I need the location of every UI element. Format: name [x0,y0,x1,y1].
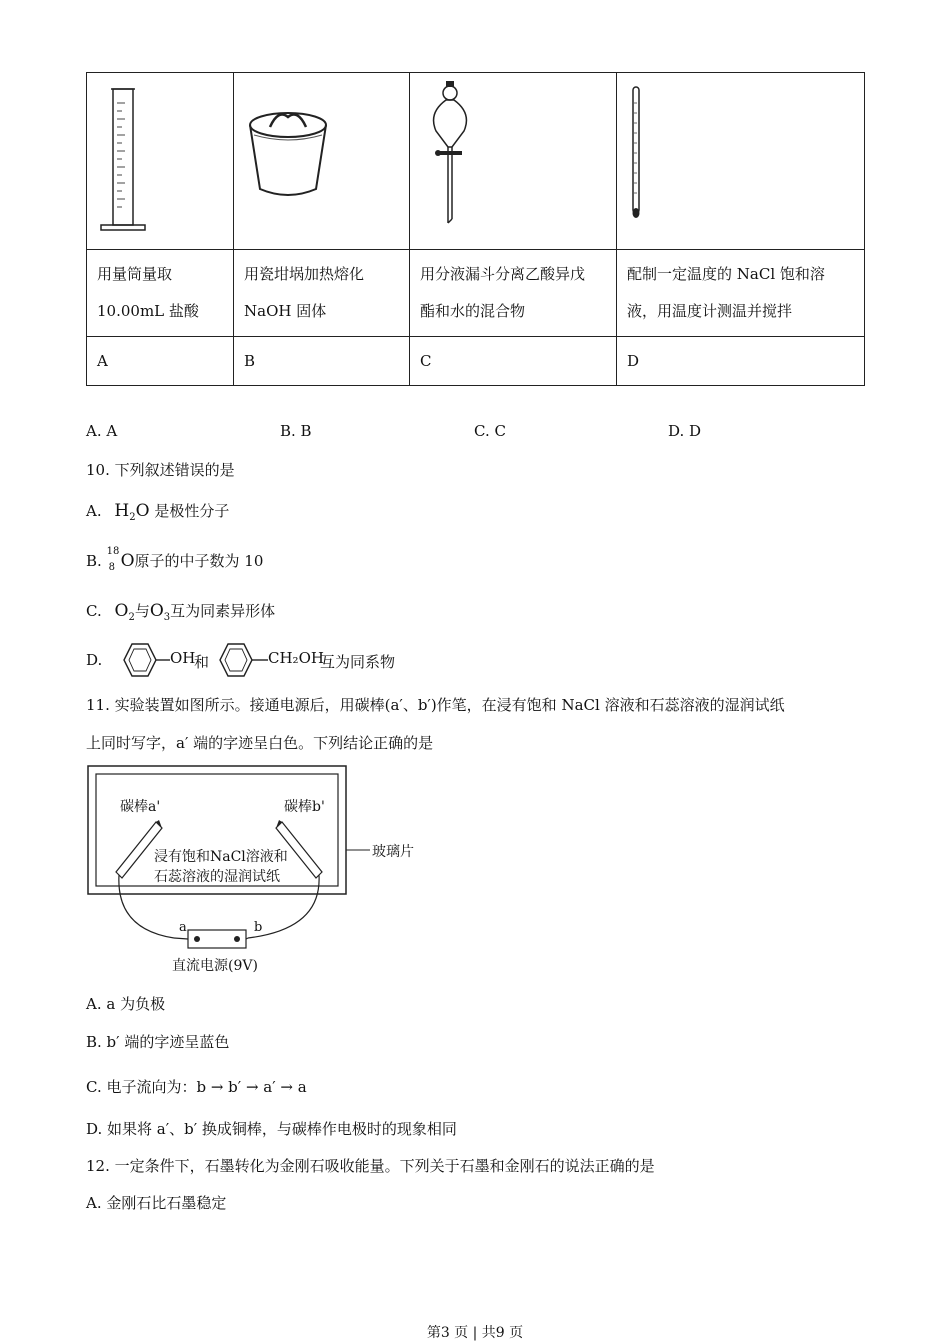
description-a: 用量筒量取 10.00mL 盐酸 [87,250,234,337]
q11-option-d[interactable]: D. 如果将 a′、b′ 换成铜棒，与碳棒作电极时的现象相同 [86,1120,457,1138]
apparatus-cell-d [617,73,865,250]
water-formula: $H_2O$ [114,501,150,523]
description-d: 配制一定温度的 NaCl 饱和溶 液，用温度计测温并搅拌 [617,250,865,337]
q9-option-b[interactable]: B. B [280,422,312,440]
label-c: C [410,337,617,386]
q10-stem: 10. 下列叙述错误的是 [86,461,235,479]
graduated-cylinder-icon [87,73,234,235]
electrolysis-figure [86,764,426,979]
apparatus-table [86,72,865,386]
thermometer-icon [617,73,865,235]
page-footer: 第3 页 | 共9 页 [426,1325,524,1341]
description-c: 用分液漏斗分离乙酸异戊 酯和水的混合物 [410,250,617,337]
terminal-a-label: a [179,920,187,935]
q11-stem-line1: 11. 实验装置如图所示。接通电源后，用碳棒(a′、b′)作笔，在浸有饱和 NaCl 溶液和石蕊溶液的湿润试纸 [86,696,785,714]
q11-option-a[interactable]: A. a 为负极 [86,995,166,1013]
paper-label-line1: 浸有饱和NaCl溶液和 [154,849,288,865]
label-b: B [234,337,410,386]
power-label: 直流电源(9V) [172,958,258,974]
ozone-formula: $O_3$ [149,601,171,623]
q10-option-a[interactable]: A. $H_2O$ 是极性分子 [86,501,230,523]
label-d: D [617,337,865,386]
benzene-ring-icon [208,640,270,680]
q9-option-d[interactable]: D. D [668,422,702,440]
benzene-ring-icon [112,640,172,680]
q12-option-a[interactable]: A. 金刚石比石墨稳定 [86,1194,227,1212]
apparatus-cell-b [234,73,410,250]
q11-stem-line2: 上同时写字，a′ 端的字迹呈白色。下列结论正确的是 [86,734,434,752]
apparatus-cell-a [87,73,234,250]
rod-a-label: 碳棒a' [120,799,161,815]
q11-option-b[interactable]: B. b′ 端的字迹呈蓝色 [86,1033,230,1051]
terminal-b-label: b [254,920,263,935]
rod-b-label: 碳棒b' [284,799,325,815]
oxygen-formula: $O_2$ [114,601,135,623]
paper-label-line2: 石蕊溶液的湿润试纸 [154,869,280,885]
crucible-icon [234,73,410,235]
description-b: 用瓷坩埚加热熔化 NaOH 固体 [234,250,410,337]
q12-stem: 12. 一定条件下，石墨转化为金刚石吸收能量。下列关于石墨和金刚石的说法正确的是 [86,1157,655,1175]
label-a: A [87,337,234,386]
q10-option-b[interactable]: B. 18 8 O原子的中子数为 10 [86,546,264,573]
q9-option-a[interactable]: A. A [86,422,118,440]
nuclide-notation: 18 8 [106,546,120,573]
q11-option-c[interactable]: C. 电子流向为：b → b′ → a′ → a [86,1078,307,1096]
glass-label: 玻璃片 [372,844,414,860]
q9-option-c[interactable]: C. C [474,422,506,440]
apparatus-cell-c [410,73,617,250]
separatory-funnel-icon [410,73,617,235]
q10-option-c[interactable]: C. $O_2$与$O_3$互为同素异形体 [86,601,276,623]
